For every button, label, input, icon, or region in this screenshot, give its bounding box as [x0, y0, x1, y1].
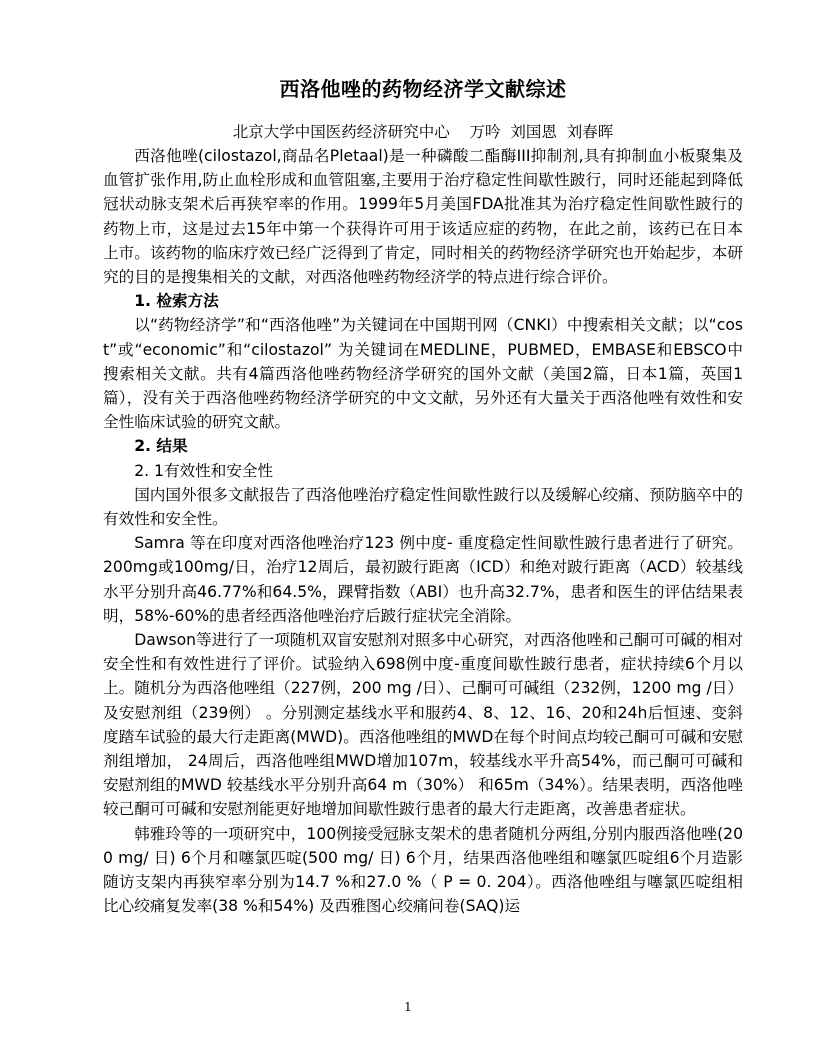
- samra-study-paragraph: Samra 等在印度对西洛他唑治疗123 例中度- 重度稳定性间歇性跛行患者进行了研究。200mg或100mg/日，治疗12周后，最初跛行距离（ICD）和绝对跛行距离（ACD）较基线水平分别升高46.77%和64.5%，踝臂指数（ABI）也升高32.7%，患者和医生的评估结果表明，58%-60%的患者经西洛他唑治疗后跛行症状完全消除。: [103, 534, 743, 625]
- document-title: 西洛他唑的药物经济学文献综述: [279, 77, 567, 101]
- section-2-heading: 2. 结果: [134, 437, 188, 456]
- authors-line: 北京大学中国医药经济研究中心 万吟 刘国恩 刘春晖: [232, 123, 614, 141]
- page-number: 1: [404, 1000, 412, 1014]
- han-study-paragraph: 韩雅玲等的一项研究中，100例接受冠脉支架术的患者随机分两组,分别内服西洛他唑(200 mg/ 日) 6个月和噻氯匹啶(500 mg/ 日) 6个月，结果西洛他唑组和噻氯匹啶组6个月造影随访支架内再狭窄率分别为14.7 %和27.0 %（ P = 0. 204）。西洛他唑组与噻氯匹啶组相比心绞痛复发率(38 %和54%) 及西雅图心绞痛问卷(SAQ)运: [103, 824, 743, 916]
- intro-paragraph: 西洛他唑(cilostazol,商品名Pletaal)是一种磷酸二酯酶III抑制剂,具有抑制血小板聚集及血管扩张作用,防止血栓形成和血管阻塞,主要用于治疗稳定性间歇性跛行，同时还能起到降低冠状动脉支架术后再狭窄率的作用。1999年5月美国FDA批准其为治疗稳定性间歇性跛行的药物上市，这是过去15年中第一个获得许可用于该适应症的药物，在此之前，该药已在日本上市。该药物的临床疗效已经广泛得到了肯定，同时相关的药物经济学研究也开始起步，本研究的目的是搜集相关的文献，对西洛他唑药物经济学的特点进行综合评价。: [103, 147, 743, 287]
- domestic-studies-paragraph: 国内国外很多文献报告了西洛他唑治疗稳定性间歇性跛行以及缓解心绞痛、预防脑卒中的有效性和安全性。: [103, 485, 743, 529]
- section-1-heading: 1. 检索方法: [134, 292, 219, 311]
- document-body: [103, 76, 743, 919]
- dawson-study-paragraph: Dawson等进行了一项随机双盲安慰剂对照多中心研究，对西洛他唑和己酮可可碱的相对安全性和有效性进行了评价。试验纳入698例中度-重度间歇性跛行患者，症状持续6个月以上。随机分为西洛他唑组（227例，200 mg /日）、己酮可可碱组（232例，1200 mg /日） 及安慰剂组（239例） 。分别测定基线水平和服药4、8、12、16、20和24h后恒速、变斜度踏车试验的最大行走距离(MWD)。西洛他唑组的MWD在每个时间点均较己酮可可碱和安慰剂组增加， 24周后，西洛他唑组MWD增加107m，较基线水平升高54%，而己酮可可碱和安慰剂组的MWD 较基线水平分别升高64 m（30%） 和65m（34%）。结果表明，西洛他唑较己酮可可碱和安慰剂能更好地增加间歇性跛行患者的最大行走距离，改善患者症状。: [103, 631, 743, 819]
- section-1-paragraph: 以“药物经济学”和“西洛他唑”为关键词在中国期刊网（CNKI）中搜索相关文献；以“cost”或“economic”和“cilostazol” 为关键词在MEDLINE，PUBMED，EMBASE和EBSCO中搜索相关文献。共有4篇西洛他唑药物经济学研究的国外文献（美国2篇，日本1篇，英国1篇），没有关于西洛他唑药物经济学研究的中文文献，另外还有大量关于西洛他唑有效性和安全性临床试验的研究文献。: [103, 316, 743, 432]
- section-2-1-heading: 2. 1有效性和安全性: [134, 461, 274, 480]
